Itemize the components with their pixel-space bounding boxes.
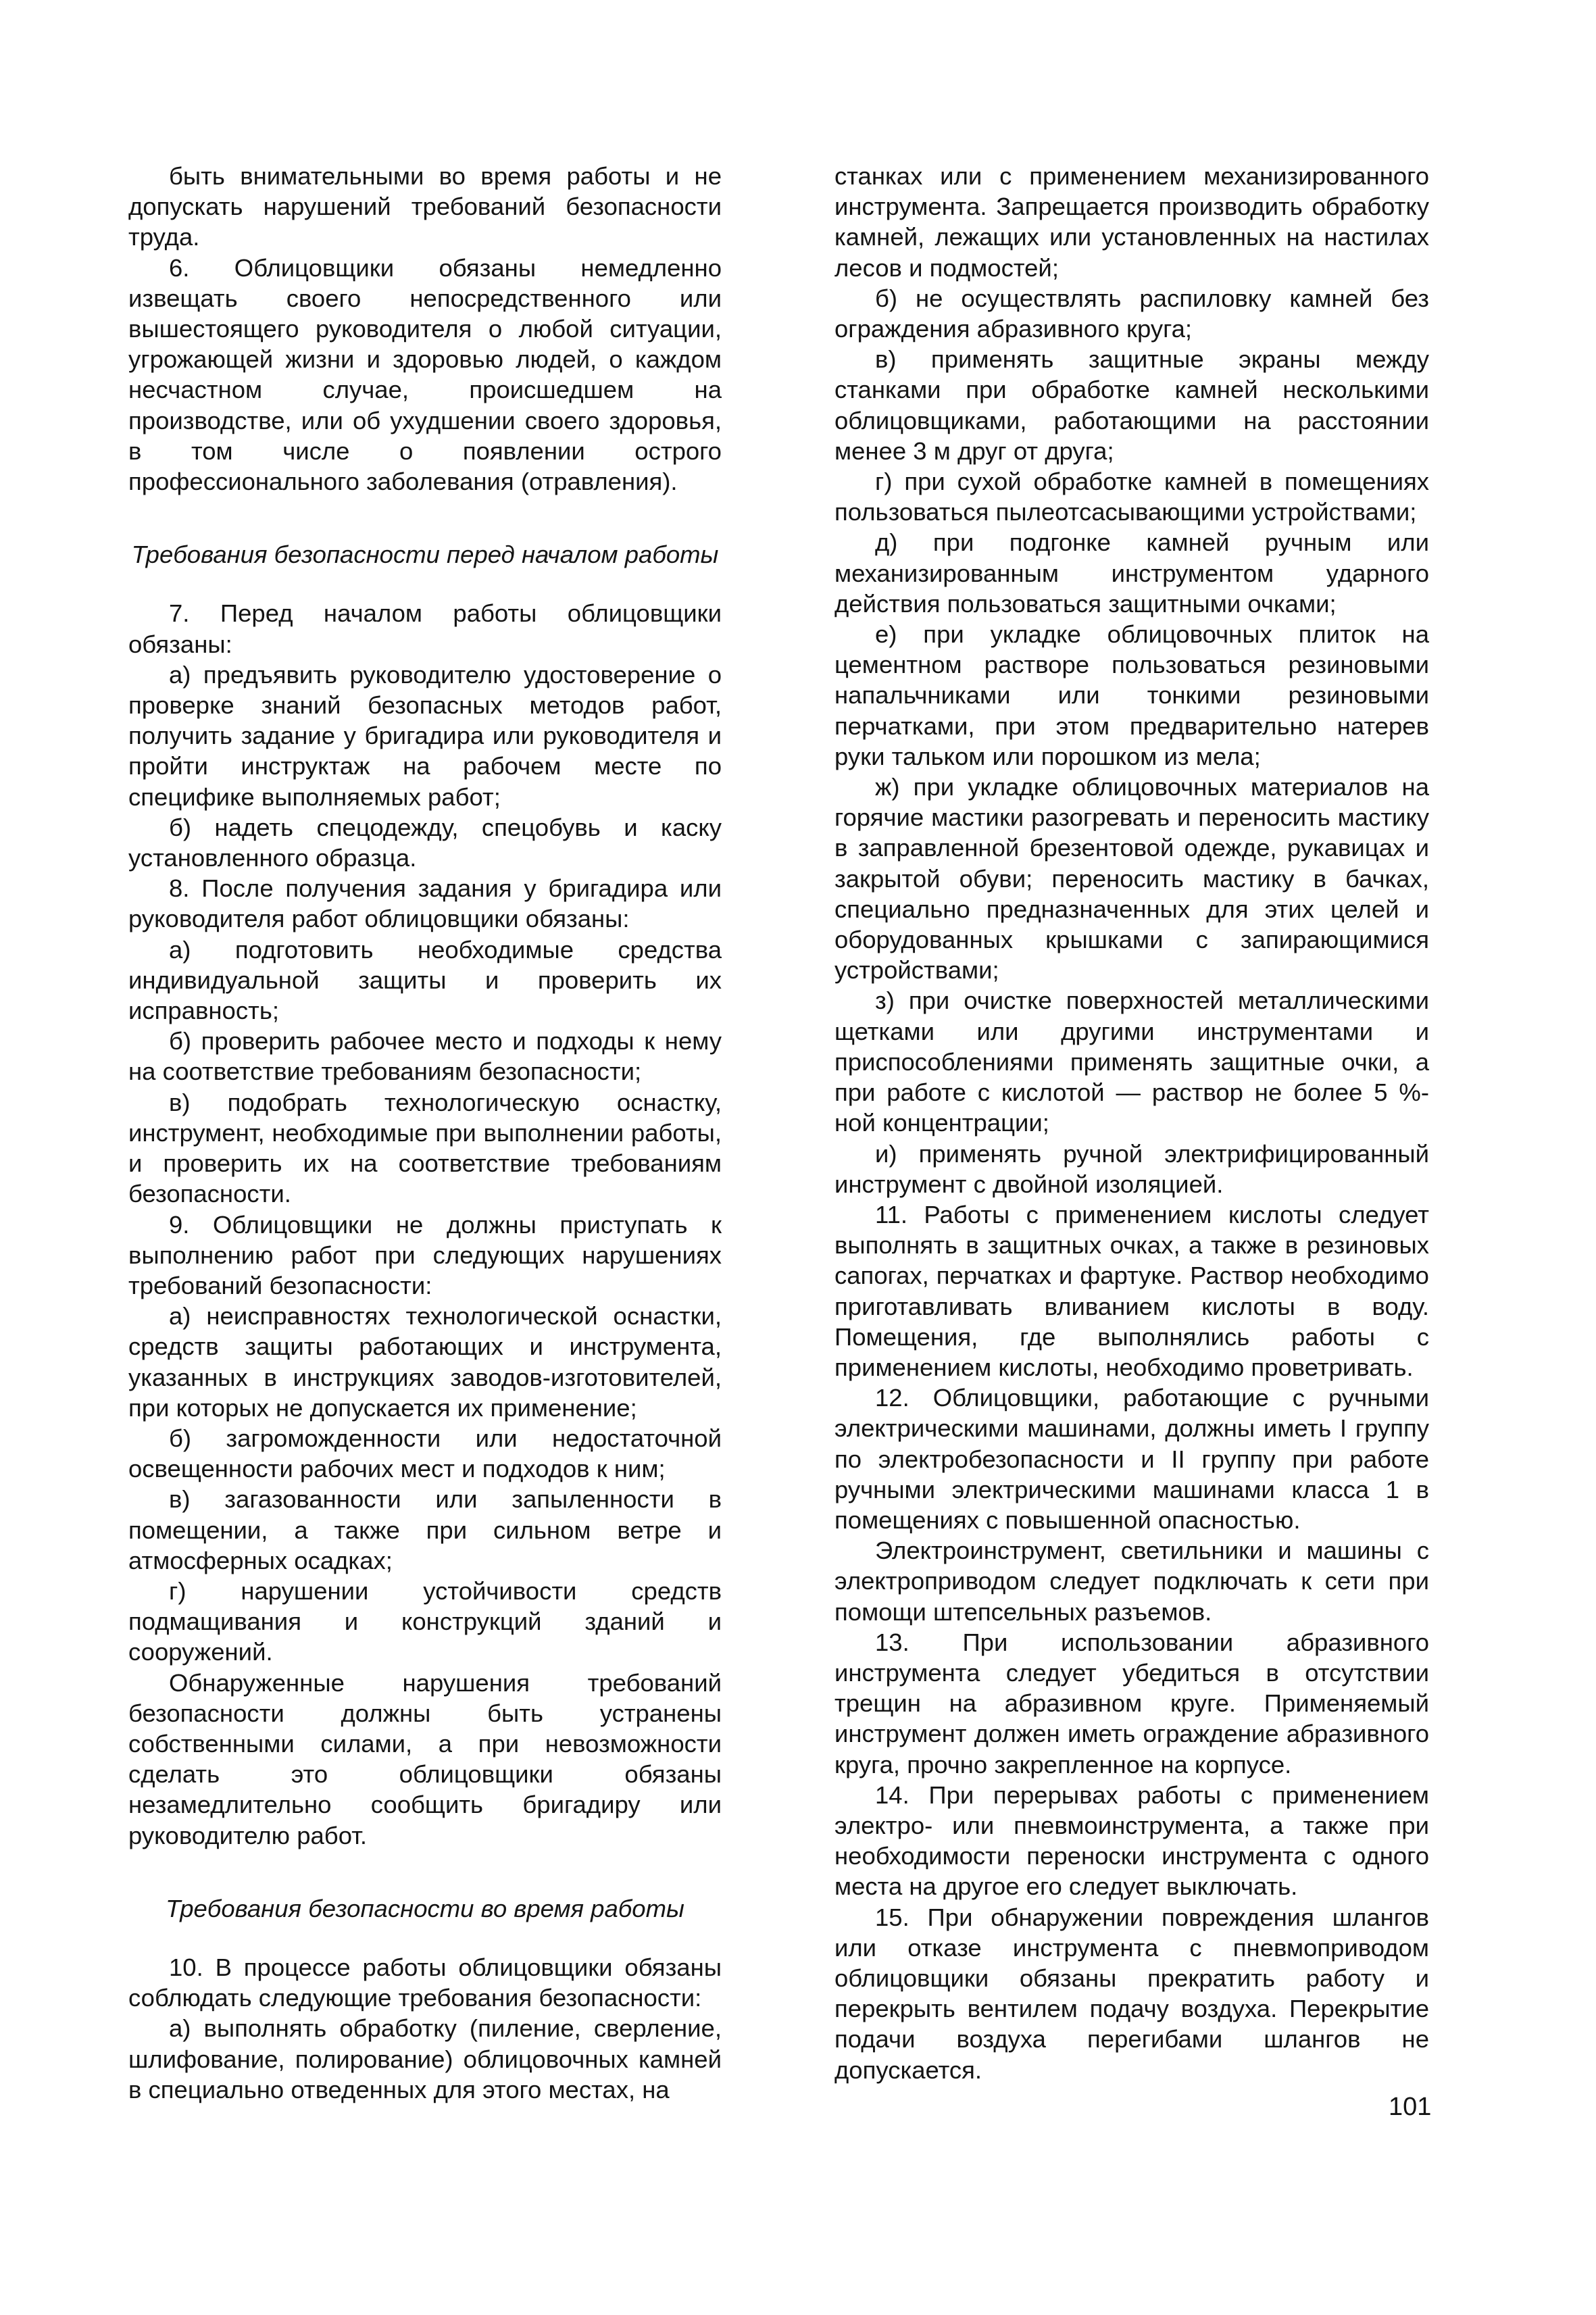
paragraph-10a: а) выполнять обработку (пиление, сверление, шлифование, полирование) облицовочных камней в специально отведенных для этого местах, на xyxy=(128,2014,722,2104)
paragraph-10c: в) применять защитные экраны между станками при обработке камней несколькими облицовщиками, работающими на расстоянии менее 3 м друг от друга; xyxy=(834,345,1429,465)
section-heading-during-work: Требования безопасности во время работы xyxy=(166,1894,684,1922)
paragraph-11: 11. Работы с применением кислоты следует выполнять в защитных очках, а также в резиновых сапогах, перчатках и фартуке. Раствор необходимо приготавливать вливанием кислоты в воду. Помещения, где выполнялись работы с применением кислоты, необходимо проветривать. xyxy=(834,1200,1429,1381)
paragraph-9d: г) нарушении устойчивости средств подмащивания и конструкций зданий и сооружений. xyxy=(128,1576,722,1666)
section-heading-before-work: Требования безопасности перед началом работы xyxy=(131,541,719,569)
section-spacer xyxy=(128,1851,722,1893)
heading-spacer xyxy=(128,570,722,598)
paragraph-8c: в) подобрать технологическую оснастку, инструмент, необходимые при выполнении работы, и проверить их на соответствие требованиям безопасности. xyxy=(128,1088,722,1208)
heading-spacer xyxy=(128,1924,722,1952)
paragraph-intro: быть внимательными во время работы и не допускать нарушений требований безопасности труда. xyxy=(128,162,722,251)
paragraph-9b: б) загроможденности или недостаточной освещенности рабочих мест и подходов к ним; xyxy=(128,1424,722,1483)
paragraph-7: 7. Перед началом работы облицовщики обязаны: xyxy=(128,599,722,658)
paragraph-8a: а) подготовить необходимые средства индивидуальной защиты и проверить их исправность; xyxy=(128,935,722,1025)
paragraph-10a-continued: станках или с применением механизированного инструмента. Запрещается производить обработку камней, лежащих или установленных на настилах лесов и подмостей; xyxy=(834,162,1429,282)
paragraph-8: 8. После получения задания у бригадира или руководителя работ облицовщики обязаны: xyxy=(128,874,722,933)
page-number: 101 xyxy=(1389,2093,1432,2121)
paragraph-9a: а) неисправностях технологической оснастки, средств защиты работающих и инструмента, указанных в инструкциях заводов-изготовителей, при которых не допускается их применение; xyxy=(128,1302,722,1422)
paragraph-10f: е) при укладке облицовочных плиток на цементном растворе пользоваться резиновыми напальчниками или тонкими резиновыми перчатками, при этом предварительно натерев руки тальком или порошком из мела; xyxy=(834,620,1429,770)
paragraph-10: 10. В процессе работы облицовщики обязаны соблюдать следующие требования безопасности: xyxy=(128,1953,722,2012)
right-column xyxy=(834,161,1429,2085)
paragraph-6: 6. Облицовщики обязаны немедленно извещать своего непосредственного или вышестоящего руководителя о любой ситуации, угрожающей жизни и здоровью людей, о каждом несчастном случае, происшедшем на производстве, или об ухудшении своего здоровья, в том числе о появлении острого профессионального заболевания (отравления). xyxy=(128,253,722,496)
paragraph-9c: в) загазованности или запыленности в помещении, а также при сильном ветре и атмосферных осадках; xyxy=(128,1485,722,1574)
paragraph-10b: б) не осуществлять распиловку камней без ограждения абразивного круга; xyxy=(834,284,1429,343)
paragraph-10g: ж) при укладке облицовочных материалов на горячие мастики разогревать и переносить мастику в заправленной брезентовой одежде, рукавицах и закрытой обуви; переносить мастику в бачках, специально предназначенных для этих целей и оборудованных крышками с запирающимися устройствами; xyxy=(834,773,1429,985)
paragraph-9: 9. Облицовщики не должны приступать к выполнению работ при следующих нарушениях требований безопасности: xyxy=(128,1210,722,1299)
paragraph-7b: б) надеть спецодежду, спецобувь и каску установленного образца. xyxy=(128,813,722,872)
paragraph-10d: г) при сухой обработке камней в помещениях пользоваться пылеотсасывающими устройствами; xyxy=(834,468,1429,526)
paragraph-13: 13. При использовании абразивного инструмента следует убедиться в отсутствии трещин на абразивном круге. Применяемый инструмент должен иметь ограждение абразивного круга, прочно закрепленное на корпусе. xyxy=(834,1628,1429,1778)
paragraph-10i: и) применять ручной электрифицированный инструмент с двойной изоляцией. xyxy=(834,1139,1429,1198)
left-column xyxy=(128,161,722,2105)
paragraph-15: 15. При обнаружении повреждения шлангов или отказе инструмента с пневмоприводом облицовщики обязаны прекратить работу и перекрыть вентилем подачу воздуха. Перекрытие подачи воздуха перегибами шлангов не допускается. xyxy=(834,1903,1429,2084)
paragraph-12: 12. Облицовщики, работающие с ручными электрическими машинами, должны иметь I группу по электробезопасности и II группу при работе ручными электрическими машинами класса 1 в помещениях с повышенной опасностью. xyxy=(834,1384,1429,1534)
paragraph-7a: а) предъявить руководителю удостоверение о проверке знаний безопасных методов работ, получить задание у бригадира или руководителя и пройти инструктаж на рабочем месте по специфике выполняемых работ; xyxy=(128,660,722,811)
paragraph-10h: з) при очистке поверхностей металлическими щетками или другими инструментами и приспособлениями применять защитные очки, а при работе с кислотой — раствор не более 5 %-ной концентрации; xyxy=(834,987,1429,1137)
paragraph-14: 14. При перерывах работы с применением электро- или пневмоинструмента, а также при необходимости переноски инструмента с одного места на другое его следует выключать. xyxy=(834,1781,1429,1901)
paragraph-10e: д) при подгонке камней ручным или механизированным инструментом ударного действия пользоваться защитными очками; xyxy=(834,528,1429,618)
paragraph-8b: б) проверить рабочее место и подходы к нему на соответствие требованиям безопасности; xyxy=(128,1027,722,1086)
section-spacer xyxy=(128,497,722,539)
paragraph-9e: Обнаруженные нарушения требований безопасности должны быть устранены собственными силами, а при невозможности сделать это облицовщики обязаны незамедлительно сообщить бригадиру или руководителю работ. xyxy=(128,1668,722,1849)
paragraph-12b: Электроинструмент, светильники и машины с электроприводом следует подключать к сети при помощи штепсельных разъемов. xyxy=(834,1537,1429,1626)
